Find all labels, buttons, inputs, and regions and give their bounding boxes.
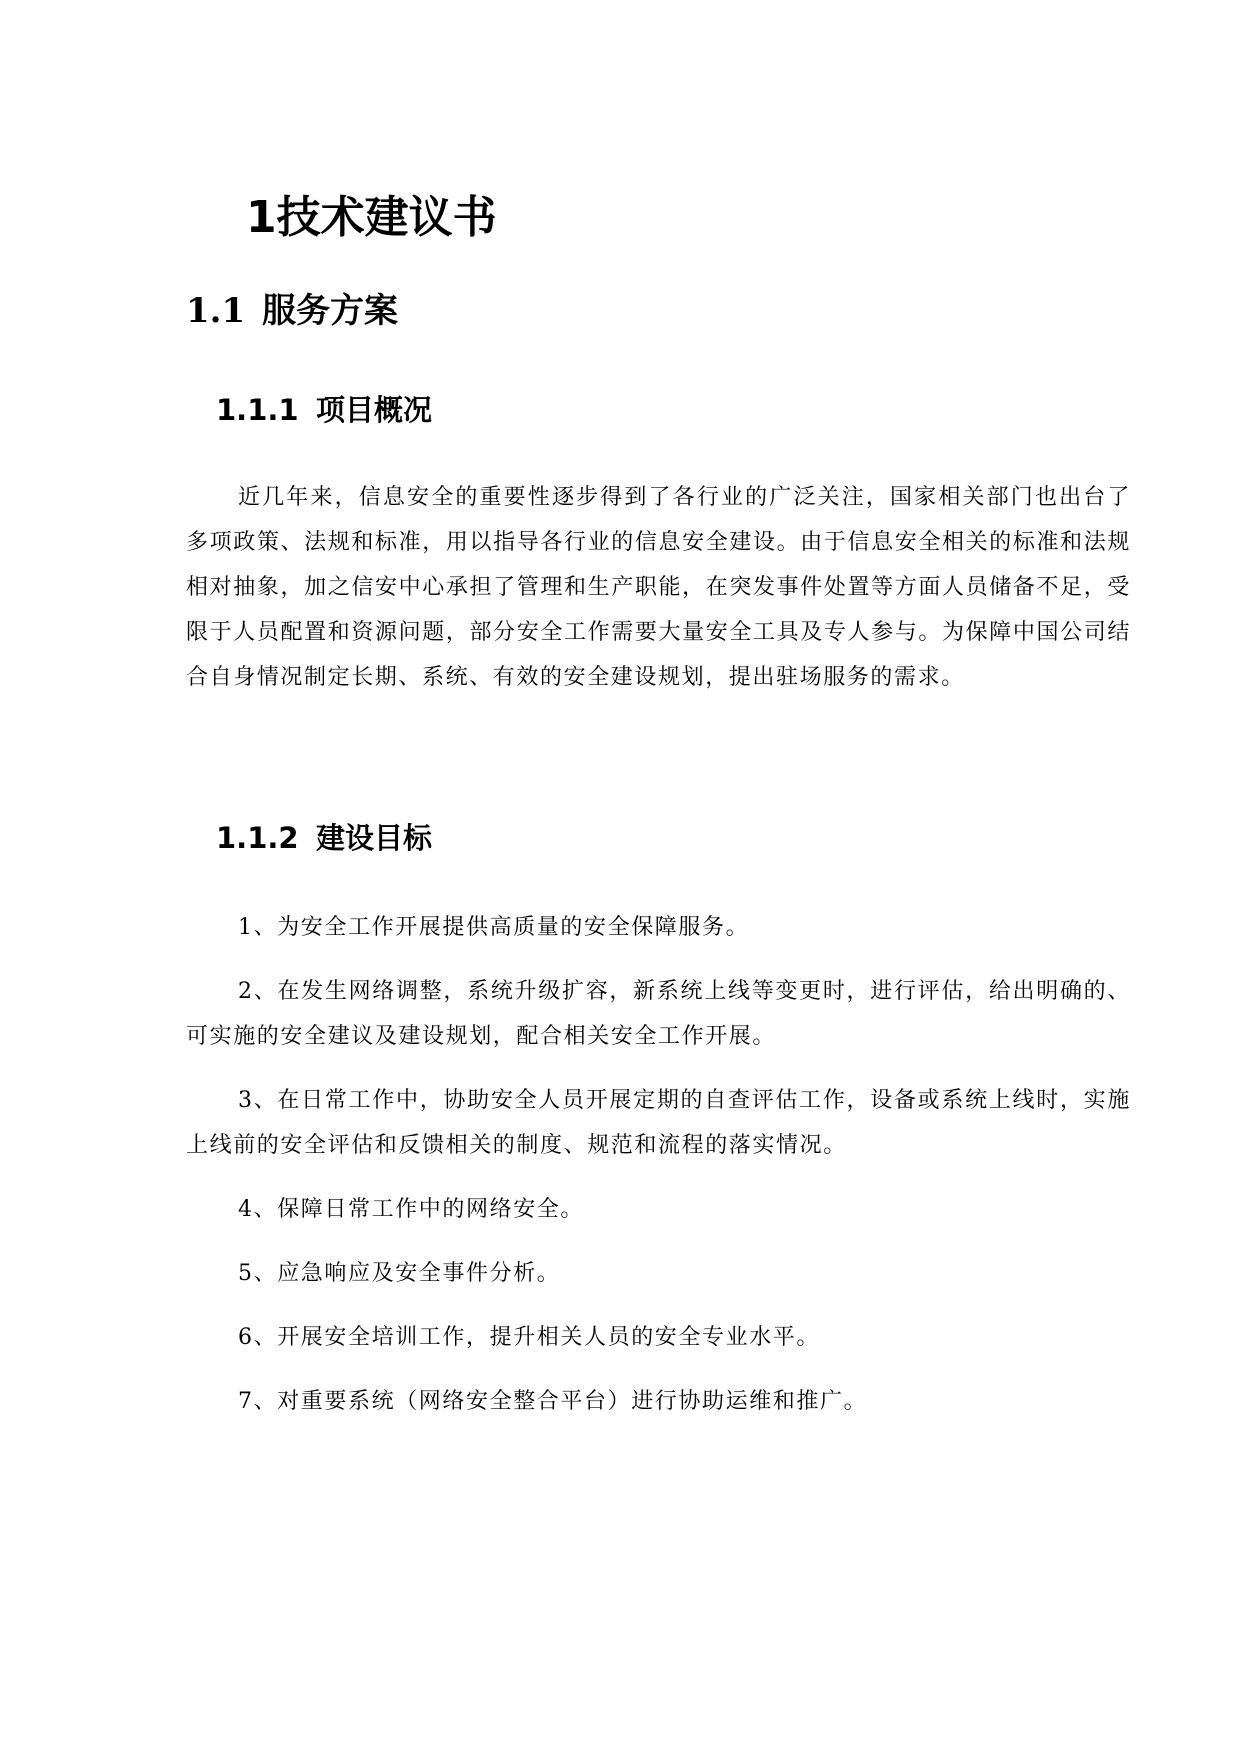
list-item: 1、为安全工作开展提供高质量的安全保障服务。 [238, 915, 750, 940]
overview-paragraph: 近几年来，信息安全的重要性逐步得到了各行业的广泛关注，国家相关部门也出台了多项政策、法规和标准，用以指导各行业的信息安全建设。由于信息安全相关的标准和法规相对抽象，加之信安中心承担了管理和生产职能，在突发事件处置等方面人员储备不足，受限于人员配置和资源问题，部分安全工作需要大量安全工具及专人参与。为保障中国公司结合自身情况制定长期、系统、有效的安全建设规划，提出驻场服务的需求。 [186, 485, 1131, 690]
list-item: 6、开展安全培训工作，提升相关人员的安全专业水平。 [238, 1325, 820, 1350]
subsection-number: 1.1.2 [216, 821, 299, 855]
document-title: 1技术建议书 [246, 192, 497, 243]
section-heading [186, 286, 398, 336]
list-item: 2、在发生网络调整，系统升级扩容，新系统上线等变更时，进行评估，给出明确的、可实施的安全建议及建设规划，配合相关安全工作开展。 [186, 979, 1131, 1049]
list-item: 5、应急响应及安全事件分析。 [238, 1261, 561, 1286]
section-title: 服务方案 [262, 291, 398, 331]
subsection-heading-overview [216, 388, 432, 432]
subsection-title: 建设目标 [316, 821, 433, 855]
goals-list [186, 905, 1131, 1443]
subsection-number: 1.1.1 [216, 393, 299, 427]
list-item: 7、对重要系统（网络安全整合平台）进行协助运维和推广。 [238, 1389, 868, 1414]
subsection-title: 项目概况 [316, 393, 433, 427]
section-number: 1.1 [186, 291, 246, 331]
list-item: 3、在日常工作中，协助安全人员开展定期的自查评估工作，设备或系统上线时，实施上线前的安全评估和反馈相关的制度、规范和流程的落实情况。 [186, 1088, 1131, 1158]
list-item: 4、保障日常工作中的网络安全。 [238, 1197, 584, 1222]
subsection-heading-goals [216, 816, 432, 860]
